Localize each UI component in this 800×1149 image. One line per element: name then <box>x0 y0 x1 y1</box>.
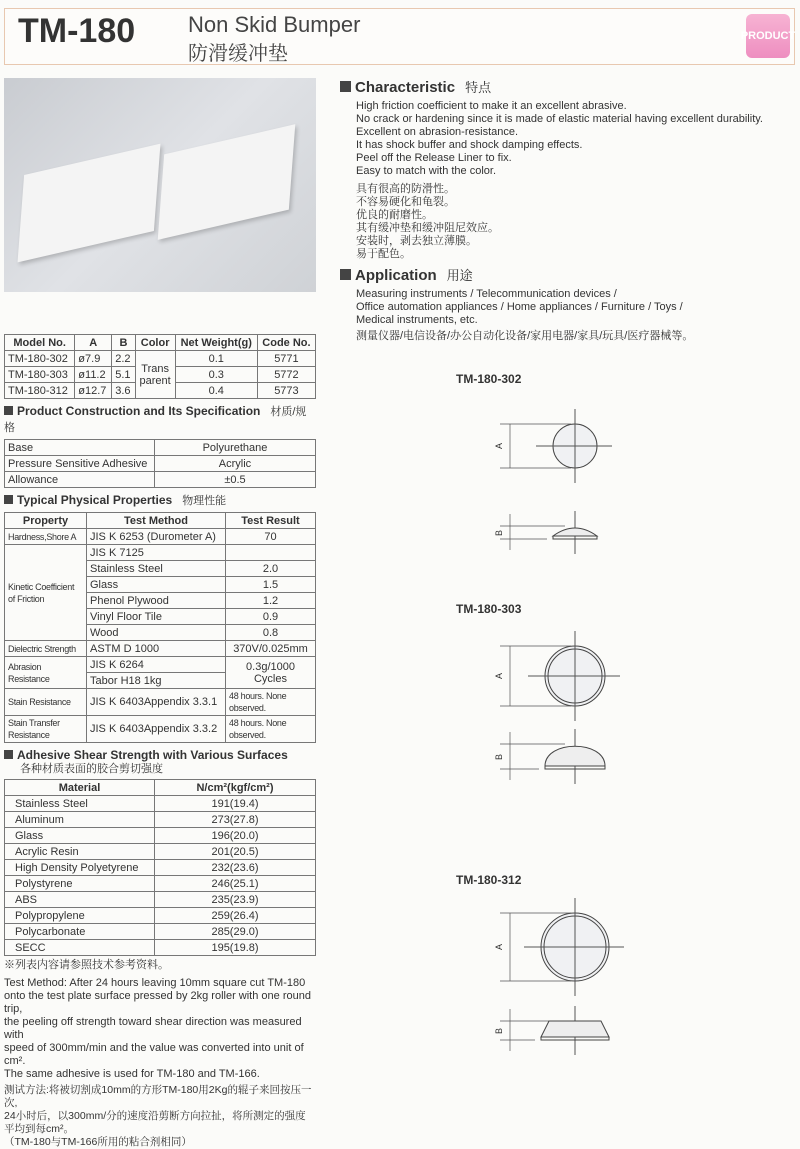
characteristic-line: 易于配色。 <box>356 248 411 260</box>
table-row: Polystyrene 246(25.1) <box>5 876 316 892</box>
models-table: Model No. A B Color Net Weight(g) Code No. TM-180-302 ø7.9 2.2 Trans parent 0.1 5771 TM-180-303 ø11.2 5.1 0.3 5772 TM-180-312 ø12.7 3.6 0.4 5773 <box>4 334 316 399</box>
table-row: Stain Transfer Resistance JIS K 6403Appendix 3.3.2 48 hours. None observed. <box>5 716 316 743</box>
bumper-drawing <box>440 386 640 586</box>
table-row: Base Polyurethane <box>5 440 316 456</box>
table-row: TM-180-303 ø11.2 5.1 0.3 5772 <box>5 367 316 383</box>
application-line: Medical instruments, etc. <box>356 314 478 326</box>
left-column <box>4 334 316 1149</box>
bumper-drawing <box>440 616 640 816</box>
product-badge: PRODUCT <box>746 14 790 58</box>
test-method-line: the peeling off strength toward shear direction was measured with <box>4 1016 302 1041</box>
table-row: Kinetic Coefficient of Friction JIS K 7125 <box>5 545 316 561</box>
product-title-cn: 防滑缓冲垫 <box>188 43 288 65</box>
table-row: Polycarbonate 285(29.0) <box>5 924 316 940</box>
test-method-line: 24小时后，以300mm/分的速度沿剪断方向拉扯，将所测定的强度平均到每cm²。 <box>4 1110 306 1135</box>
product-photo <box>4 78 316 292</box>
table-row: Dielectric Strength ASTM D 1000 370V/0.025mm <box>5 641 316 657</box>
construction-table <box>4 439 316 488</box>
characteristic-line: Easy to match with the color. <box>356 165 497 177</box>
characteristic-line: 不容易硬化和龟裂。 <box>356 196 455 208</box>
test-method-line: The same adhesive is used for TM-180 and TM-166. <box>4 1068 260 1080</box>
shear-table <box>4 779 316 956</box>
characteristic-line: 其有缓冲垫和缓冲阻尼效应。 <box>356 222 499 234</box>
characteristic-en <box>340 100 796 178</box>
test-method-en <box>4 977 316 1081</box>
table-row: ABS 235(23.9) <box>5 892 316 908</box>
table-row: Stainless Steel 191(19.4) <box>5 796 316 812</box>
construction-heading: Product Construction and Its Specification 材质/规格 <box>4 404 307 434</box>
table-row: SECC 195(19.8) <box>5 940 316 956</box>
test-method-cn <box>4 1084 316 1149</box>
application-cn: 测量仪器/电信设备/办公自动化设备/家用电器/家具/玩具/医疗器械等。 <box>356 330 694 342</box>
shear-note: ※列表内容请参照技术参考资料。 <box>4 959 169 971</box>
physical-heading: Typical Physical Properties 物理性能 <box>4 493 316 509</box>
product-title-en: Non Skid Bumper <box>188 12 361 37</box>
table-row: TM-180-302 ø7.9 2.2 Trans parent 0.1 5771 <box>5 351 316 367</box>
svg-text:B: B <box>494 753 504 761</box>
characteristic-heading: Characteristic 特点 <box>340 78 796 97</box>
shear-heading-cn: 各种材质表面的胶合剪切强度 <box>20 763 163 775</box>
column-header: N/cm²(kgf/cm²) <box>155 780 316 796</box>
model-number: TM-180 <box>18 12 136 50</box>
test-method-line: （TM-180与TM-166所用的粘合剂相同） <box>4 1136 192 1148</box>
test-method-line: Test Method: After 24 hours leaving 10mm square cut TM-180 <box>4 977 306 989</box>
table-row: TM-180-312 ø12.7 3.6 0.4 5773 <box>5 383 316 399</box>
application-line: Office automation appliances / Home appliances / Furniture / Toys / <box>356 301 683 313</box>
svg-text:B: B <box>494 529 504 537</box>
table-row: Acrylic Resin 201(20.5) <box>5 844 316 860</box>
svg-text:A: A <box>494 442 504 450</box>
table-row: Abrasion Resistance JIS K 6264 0.3g/1000 Cycles <box>5 657 316 673</box>
right-column <box>340 78 796 343</box>
shear-heading: Adhesive Shear Strength with Various Surfaces <box>4 748 316 763</box>
test-method-line: 测试方法:将被切割成10mm的方形TM-180用2Kg的辊子来回按压一次, <box>4 1084 312 1109</box>
characteristic-line: It has shock buffer and shock damping effects. <box>356 139 583 151</box>
characteristic-line: 安装时，剥去独立薄膜。 <box>356 235 477 247</box>
characteristic-cn <box>340 183 796 261</box>
characteristic-line: No crack or hardening since it is made of elastic material having excellent durability. <box>356 113 763 125</box>
application-heading: Application 用途 <box>340 266 796 285</box>
table-row: Pressure Sensitive Adhesive Acrylic <box>5 456 316 472</box>
table-row: Allowance ±0.5 <box>5 472 316 488</box>
characteristic-line: 优良的耐磨性。 <box>356 209 433 221</box>
application-line: Measuring instruments / Telecommunication devices / <box>356 288 617 300</box>
svg-text:B: B <box>494 1027 504 1035</box>
table-row: High Density Polyetyrene 232(23.6) <box>5 860 316 876</box>
table-row: Aluminum 273(27.8) <box>5 812 316 828</box>
characteristic-line: High friction coefficient to make it an excellent abrasive. <box>356 100 627 112</box>
svg-text:A: A <box>494 943 504 951</box>
test-method-line: onto the test plate surface pressed by 2kg roller with one round trip, <box>4 990 311 1015</box>
column-header: Material <box>5 780 155 796</box>
diagram-label: TM-180-302 <box>456 372 522 386</box>
diagram-label: TM-180-312 <box>456 873 522 887</box>
diagram-label: TM-180-303 <box>456 602 522 616</box>
table-row: Polypropylene 259(26.4) <box>5 908 316 924</box>
table-row: Glass 196(20.0) <box>5 828 316 844</box>
application-en <box>340 288 796 327</box>
table-row: Hardness,Shore A JIS K 6253 (Durometer A) 70 <box>5 529 316 545</box>
bumper-drawing <box>440 887 640 1087</box>
table-row: Stain Resistance JIS K 6403Appendix 3.3.1 48 hours. None observed. <box>5 689 316 716</box>
svg-text:A: A <box>494 672 504 680</box>
physical-table: Property Test Method Test Result Hardness,Shore A JIS K 6253 (Durometer A) 70 Kinetic Coefficient of Friction JIS K 7125 Stainless Steel 2.0 Glass 1.5 Phenol Plywood 1.2 Vinyl Floor Tile 0.9 Wood 0.8 Dielectric Strength ASTM D 1000 370V/0.025mm Abrasion Resistance JIS K 6264 0.3g/1000 Cycles Tabor H18 1kg Stain Resistance JIS K 6403Appendix 3.3.1 48 hours. None observed. Stain Transfer Resistance JIS K 6403Appendix 3.3.2 48 hours. None observed. <box>4 512 316 743</box>
test-method-line: speed of 300mm/min and the value was converted into unit of cm². <box>4 1042 304 1067</box>
characteristic-line: 具有很高的防滑性。 <box>356 183 455 195</box>
characteristic-line: Excellent on abrasion-resistance. <box>356 126 519 138</box>
characteristic-line: Peel off the Release Liner to fix. <box>356 152 512 164</box>
